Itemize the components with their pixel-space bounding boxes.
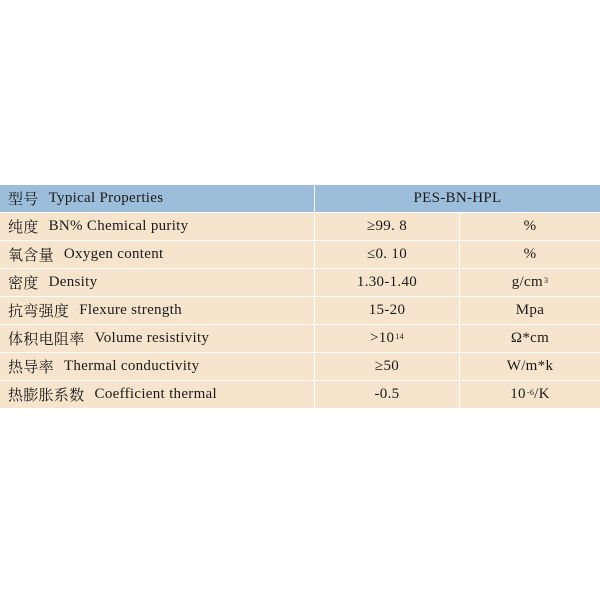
- property-unit: %: [523, 246, 537, 262]
- table-row: [0, 325, 600, 353]
- property-value: 1.30-1.40: [315, 269, 460, 296]
- property-name-en: BN% Chemical purity: [48, 218, 189, 234]
- property-name-en: Density: [48, 274, 98, 290]
- table-header-row: [0, 185, 600, 213]
- property-value: ≤0. 10: [315, 241, 460, 268]
- unit-superscript: -6: [526, 388, 535, 397]
- table-row: [0, 381, 600, 409]
- property-value: -0.5: [315, 381, 460, 408]
- property-name-cell: [0, 325, 315, 352]
- property-name-cell: [0, 269, 315, 296]
- table-row: [0, 297, 600, 325]
- header-label-en: Typical Properties: [48, 190, 164, 206]
- property-name-cell: [0, 381, 315, 408]
- table-row: [0, 213, 600, 241]
- property-unit: [460, 269, 600, 296]
- property-name-cn: 热导率: [8, 360, 54, 376]
- property-value: 15-20: [315, 297, 460, 324]
- property-name-en: Thermal conductivity: [63, 358, 200, 374]
- properties-table: [0, 185, 600, 409]
- property-name-cn: 抗弯强度: [8, 304, 70, 320]
- property-value: ≥99. 8: [315, 213, 460, 240]
- header-label-cn: 型号: [8, 192, 39, 208]
- property-name-en: Flexure strength: [79, 302, 182, 318]
- property-name-cell: [0, 241, 315, 268]
- value-base: >10: [370, 330, 395, 346]
- property-name-cn: 体积电阻率: [8, 332, 85, 348]
- unit-base: 10: [510, 386, 526, 402]
- property-unit: W/m*k: [506, 358, 554, 374]
- property-unit: %: [523, 218, 537, 234]
- property-unit: [460, 381, 600, 408]
- property-unit: Mpa: [515, 302, 545, 318]
- property-value: ≥50: [315, 353, 460, 380]
- table-row: [0, 353, 600, 381]
- property-name-cn: 氧含量: [8, 248, 54, 264]
- property-value: [315, 325, 460, 352]
- header-product-name: PES-BN-HPL: [413, 190, 502, 206]
- table-row: [0, 269, 600, 297]
- property-name-en: Volume resistivity: [94, 330, 210, 346]
- header-label-cell: [0, 185, 315, 212]
- property-name-cell: [0, 213, 315, 240]
- property-name-cn: 纯度: [8, 220, 39, 236]
- value-superscript: 14: [395, 332, 404, 341]
- unit-superscript: 3: [543, 276, 549, 285]
- unit-tail: /K: [534, 386, 550, 402]
- unit-base: g/cm: [511, 274, 543, 290]
- property-name-cell: [0, 297, 315, 324]
- table-row: [0, 241, 600, 269]
- property-unit: Ω*cm: [510, 330, 550, 346]
- property-name-en: Coefficient thermal: [94, 386, 217, 402]
- property-name-en: Oxygen content: [63, 246, 164, 262]
- property-name-cn: 密度: [8, 276, 39, 292]
- property-name-cell: [0, 353, 315, 380]
- property-name-cn: 热膨胀系数: [8, 388, 85, 404]
